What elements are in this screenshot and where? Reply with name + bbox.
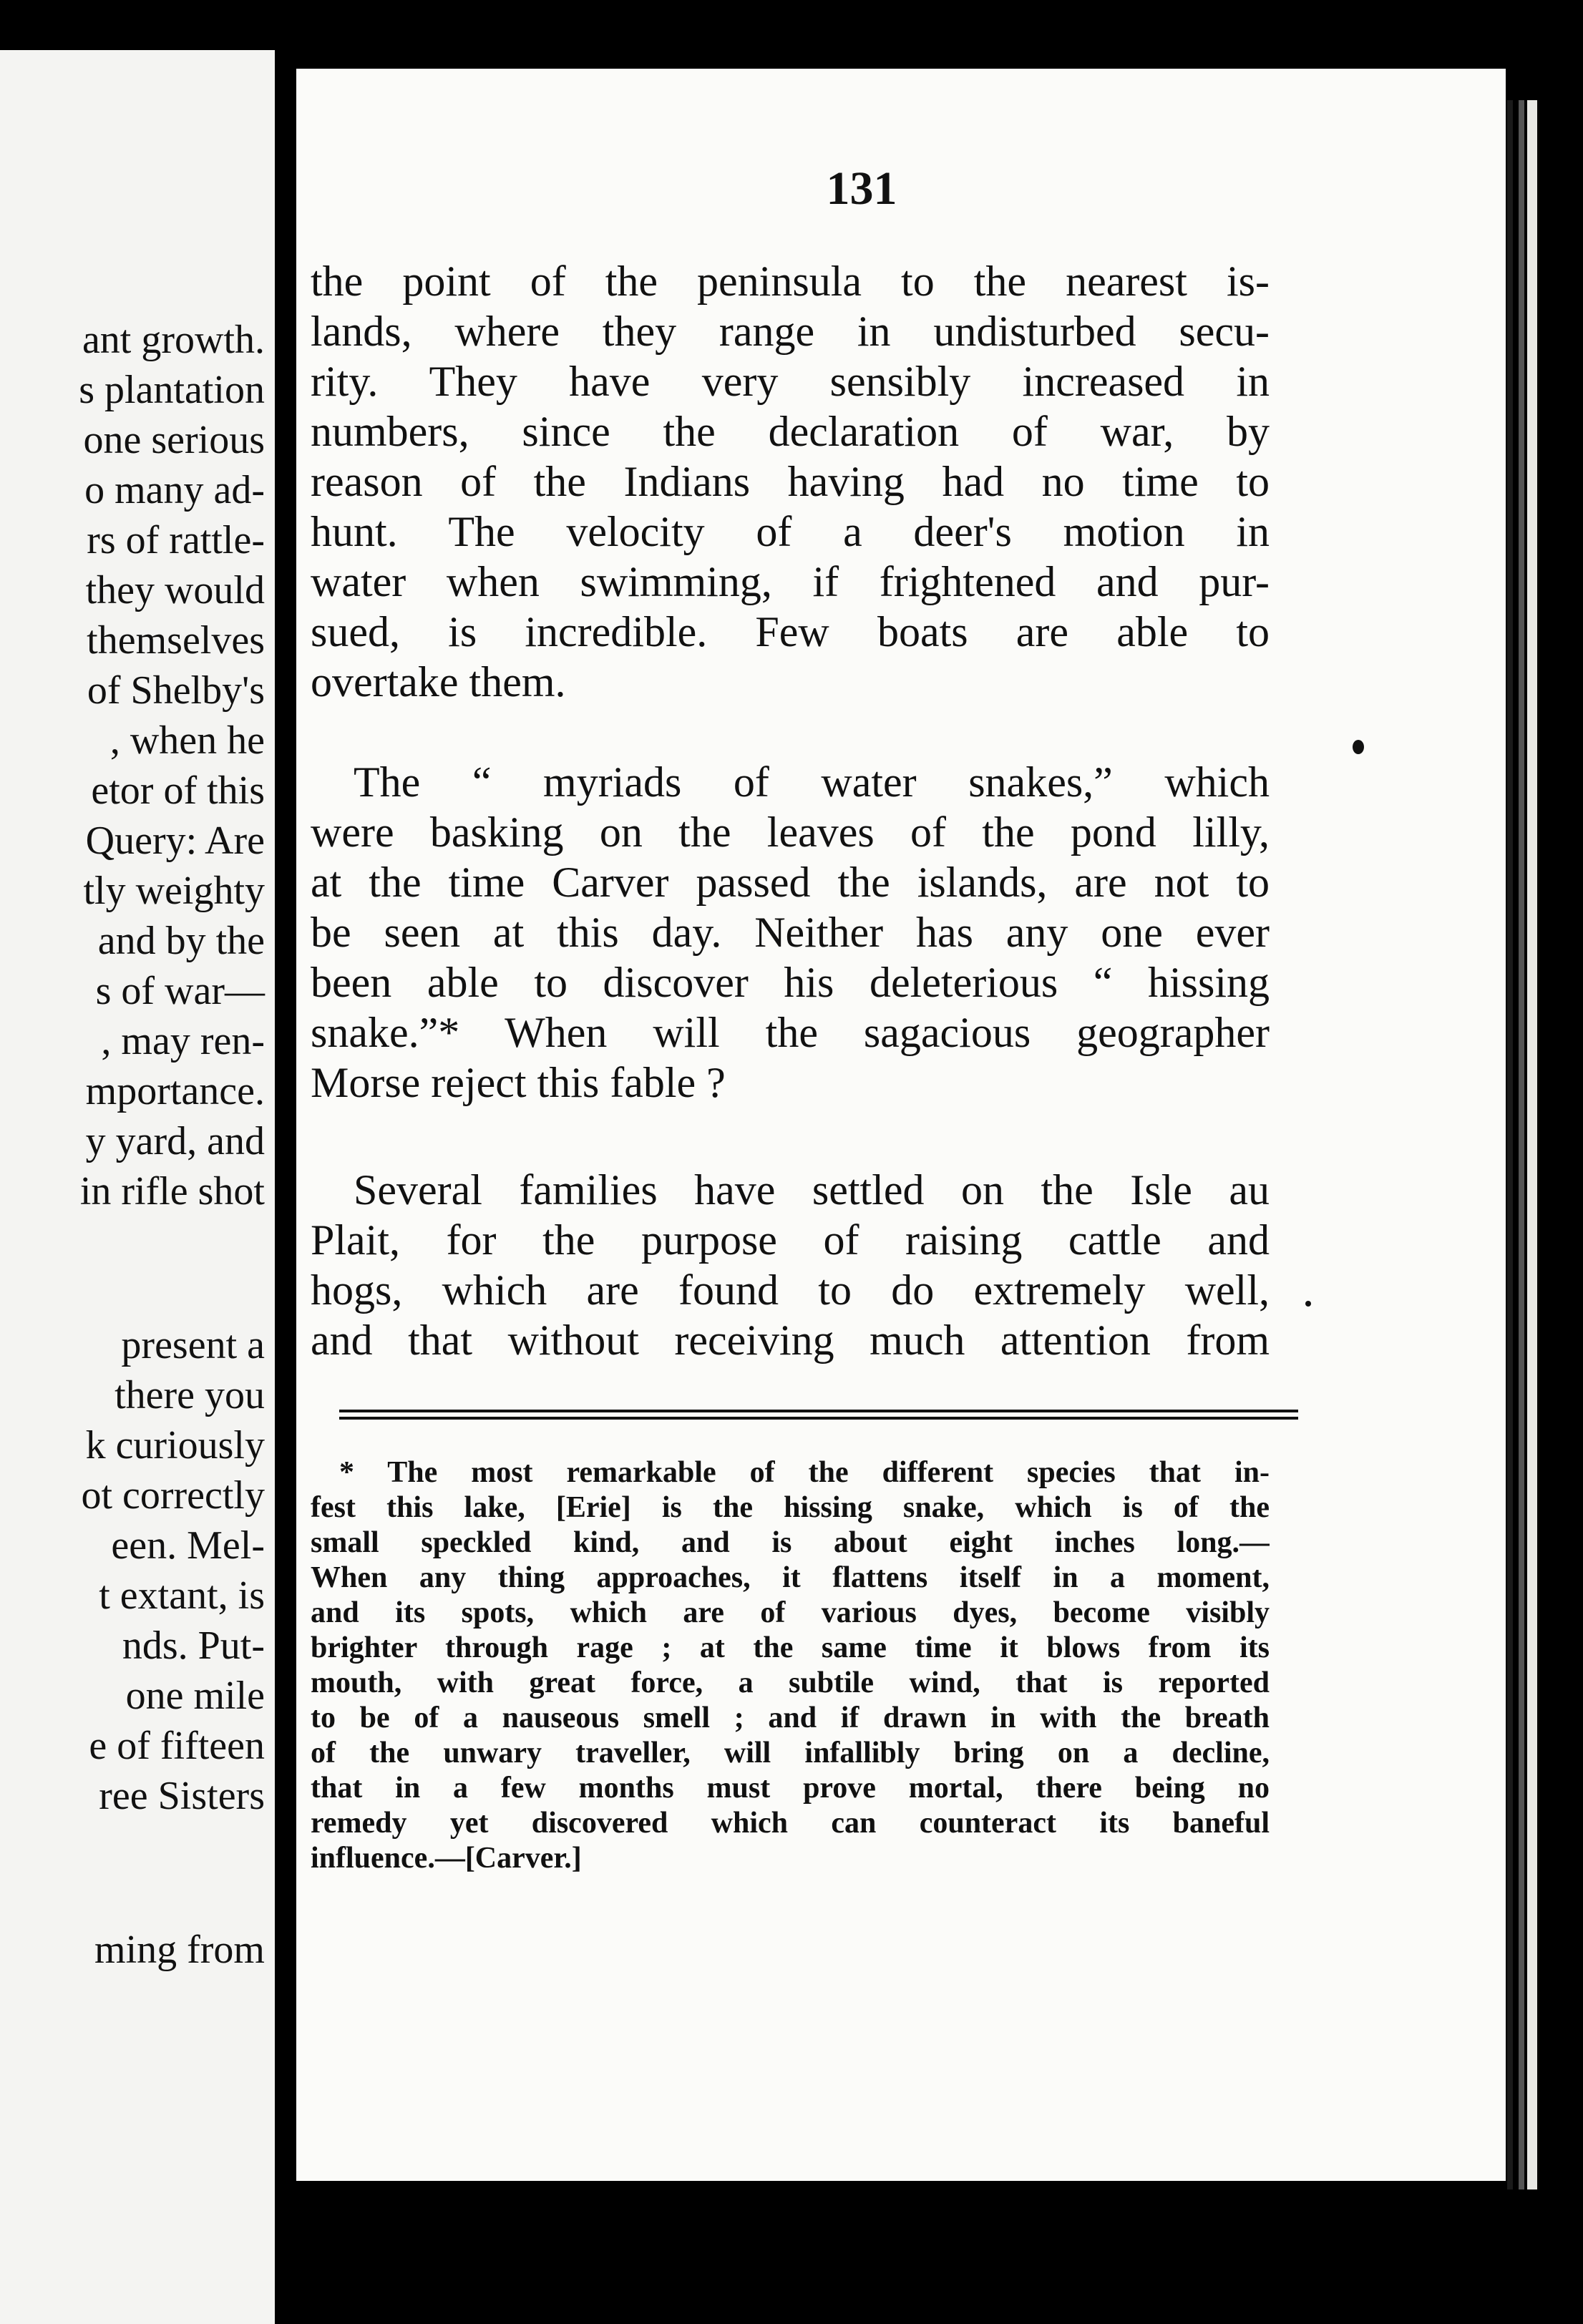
- facing-page-line: y yard, and: [85, 1119, 265, 1163]
- page-edge: [1519, 100, 1524, 2189]
- facing-page-line: ant growth.: [82, 318, 265, 362]
- facing-page-line: ot correctly: [81, 1473, 265, 1518]
- facing-page-line: there you: [115, 1373, 265, 1417]
- ink-speck: [1353, 740, 1364, 754]
- footnote-line: influence.—[Carver.]: [311, 1842, 582, 1875]
- paragraph-line: hunt. The velocity of a deer's motion in: [311, 508, 1270, 555]
- facing-page-line: k curiously: [85, 1423, 265, 1468]
- footnote-line: to be of a nauseous smell ; and if drawn in with the breath: [311, 1702, 1270, 1734]
- facing-page-line: ree Sisters: [99, 1774, 265, 1818]
- paragraph-line: been able to discover his deleterious “ hissing: [311, 959, 1270, 1006]
- facing-page-line: Query: Are: [85, 819, 265, 863]
- facing-page-line: themselves: [87, 618, 265, 663]
- facing-page-line: etor of this: [91, 768, 265, 813]
- paragraph-line: the point of the peninsula to the nearest is-: [311, 258, 1270, 305]
- paragraph-line: Plait, for the purpose of raising cattle and: [311, 1216, 1270, 1264]
- footnote-line: and its spots, which are of various dyes, become visibly: [311, 1596, 1270, 1629]
- facing-page-line: mportance.: [85, 1069, 265, 1113]
- paragraph-line: rity. They have very sensibly increased in: [311, 358, 1270, 405]
- facing-page-line: s of war—: [95, 969, 265, 1013]
- facing-page-line: present a: [121, 1323, 265, 1367]
- footnote-line: * The most remarkable of the different species that in-: [339, 1456, 1270, 1489]
- paragraph-line: and that without receiving much attention from: [311, 1317, 1270, 1364]
- paragraph-line: sued, is incredible. Few boats are able to: [311, 608, 1270, 655]
- footnote-line: mouth, with great force, a subtile wind, that is reported: [311, 1666, 1270, 1699]
- paragraph-line: snake.”* When will the sagacious geographer: [311, 1009, 1270, 1056]
- paragraph-line: Several families have settled on the Isle au: [354, 1166, 1270, 1214]
- paragraph-line: at the time Carver passed the islands, are not to: [311, 859, 1270, 906]
- facing-page-line: ming from: [94, 1928, 265, 1972]
- footnote-line: fest this lake, [Erie] is the hissing snake, which is of the: [311, 1491, 1270, 1524]
- facing-page-line: and by the: [97, 919, 265, 963]
- page-edge: [1527, 100, 1537, 2189]
- page: [296, 69, 1506, 2181]
- facing-page-line: of Shelby's: [87, 668, 265, 713]
- paragraph-line: water when swimming, if frightened and pur-: [311, 558, 1270, 605]
- facing-page-line: one mile: [125, 1674, 265, 1718]
- facing-page-line: they would: [85, 568, 265, 612]
- ink-speck: [1305, 1301, 1311, 1307]
- facing-page-line: e of fifteen: [89, 1724, 265, 1768]
- facing-page-line: o many ad-: [84, 468, 265, 512]
- text-block: [296, 69, 1506, 2181]
- facing-page-line: t extant, is: [99, 1573, 265, 1618]
- facing-page-line: nds. Put-: [122, 1624, 265, 1668]
- facing-page-line: one serious: [83, 418, 265, 462]
- paragraph-line: reason of the Indians having had no time to: [311, 458, 1270, 505]
- facing-page-line: in rifle shot: [79, 1169, 265, 1214]
- facing-page-line: tly weighty: [83, 869, 265, 913]
- page-number: 131: [826, 162, 897, 215]
- paragraph-line: numbers, since the declaration of war, by: [311, 408, 1270, 455]
- paragraph-line: The “ myriads of water snakes,” which: [354, 758, 1270, 806]
- footnote-line: small speckled kind, and is about eight inches long.—: [311, 1526, 1270, 1559]
- facing-page-line: , when he: [109, 718, 265, 763]
- paragraph-line: Morse reject this fable ?: [311, 1059, 726, 1106]
- footnote-line: remedy yet discovered which can counteract its baneful: [311, 1807, 1270, 1840]
- footnote-line: When any thing approaches, it flattens itself in a moment,: [311, 1561, 1270, 1594]
- facing-page-line: , may ren-: [101, 1019, 265, 1063]
- paragraph-line: were basking on the leaves of the pond lilly,: [311, 809, 1270, 856]
- facing-page: [0, 50, 275, 2324]
- paragraph-line: be seen at this day. Neither has any one ever: [311, 909, 1270, 956]
- paragraph-line: overtake them.: [311, 658, 566, 706]
- footnote-line: that in a few months must prove mortal, there being no: [311, 1772, 1270, 1805]
- facing-page-line: rs of rattle-: [87, 518, 265, 562]
- footnote-rule: [339, 1410, 1298, 1412]
- page-edge: [1507, 100, 1513, 2189]
- footnote-rule: [339, 1417, 1298, 1420]
- footnote-line: brighter through rage ; at the same time it blows from its: [311, 1631, 1270, 1664]
- footnote-line: of the unwary traveller, will infallibly bring on a decline,: [311, 1737, 1270, 1769]
- facing-page-line: een. Mel-: [111, 1523, 265, 1568]
- facing-page-line: s plantation: [79, 368, 265, 412]
- paragraph-line: lands, where they range in undisturbed secu-: [311, 308, 1270, 355]
- paragraph-line: hogs, which are found to do extremely well,: [311, 1266, 1270, 1314]
